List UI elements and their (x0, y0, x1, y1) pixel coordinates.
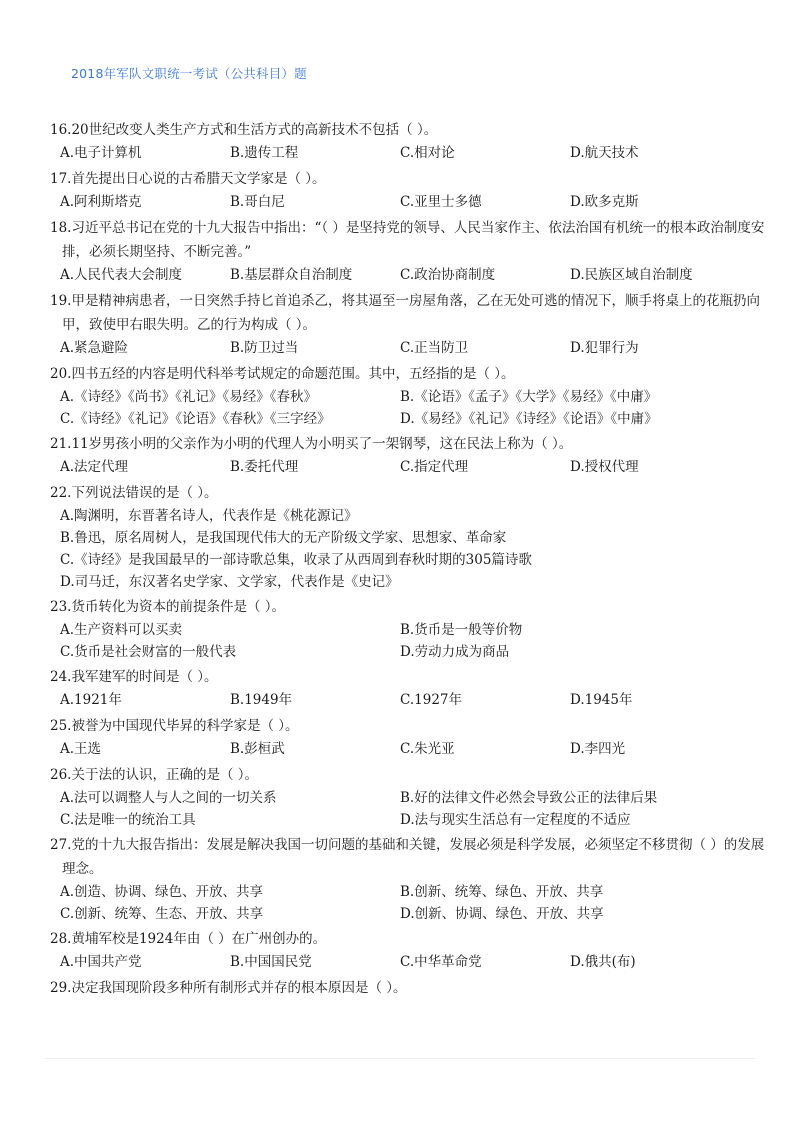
question-28 (50, 927, 770, 974)
option-d: D.民族区域自治制度 (570, 267, 693, 283)
question-stem: 26.关于法的认识，正确的是（ ）。 (50, 767, 259, 783)
option-b: B.好的法律文件必然会导致公正的法律后果 (400, 790, 658, 806)
question-stem: 25.被誉为中国现代毕昇的科学家是（ ）。 (50, 718, 299, 734)
question-stem: 19.甲是精神病患者，一日突然手持匕首追杀乙，将其逼至一房屋角落，乙在无处可逃的情况下，顺手将桌上的花瓶扔向甲，致使甲右眼失明。乙的行为构成（ ）。 (50, 293, 760, 333)
option-d: D.李四光 (570, 741, 626, 757)
option-a: A.王选 (60, 741, 102, 757)
question-stem: 16.20世纪改变人类生产方式和生活方式的高新技术不包括（ ）。 (50, 122, 438, 138)
option-c: C.法是唯一的统治工具 (60, 812, 196, 828)
option-d: D.授权代理 (570, 459, 639, 475)
question-26 (50, 763, 770, 831)
options (50, 191, 770, 214)
question-stem: 18.习近平总书记在党的十九大报告中指出：“（ ）是坚持党的领导、人民当家作主、依法治国有机统一的根本政治制度安排，必须长期坚持、不断完善。” (50, 220, 765, 260)
option-b: B.鲁迅，原名周树人，是我国现代伟大的无产阶级文学家、思想家、革命家 (60, 530, 507, 546)
question-20 (50, 362, 770, 430)
option-c: C.1927年 (400, 692, 462, 708)
option-b: B.基层群众自治制度 (230, 267, 353, 283)
options (50, 456, 770, 479)
option-a: A.《诗经》《尚书》《礼记》《易经》《春秋》 (60, 389, 318, 405)
option-a: A.法定代理 (60, 459, 129, 475)
option-b: B.创新、统筹、绿色、开放、共享 (400, 884, 604, 900)
options (50, 951, 770, 974)
option-a: A.紧急避险 (60, 340, 129, 356)
question-22 (50, 481, 770, 593)
option-b: B.《论语》《孟子》《大学》《易经》《中庸》 (400, 389, 658, 405)
option-a: A.电子计算机 (60, 145, 142, 161)
question-stem: 24.我军建军的时间是（ ）。 (50, 669, 218, 685)
option-d: D.法与现实生活总有一定程度的不适应 (400, 812, 631, 828)
option-c: C.朱光亚 (400, 741, 455, 757)
question-25 (50, 714, 770, 761)
question-stem: 22.下列说法错误的是（ ）。 (50, 485, 218, 501)
question-29 (50, 976, 770, 1000)
options (50, 337, 770, 360)
option-a: A.人民代表大会制度 (60, 267, 183, 283)
option-a: A.陶渊明，东晋著名诗人，代表作是《桃花源记》 (60, 508, 358, 524)
option-a: A.1921年 (60, 692, 122, 708)
option-a: A.阿利斯塔克 (60, 194, 142, 210)
question-stem: 28.黄埔军校是1924年由（ ）在广州创办的。 (50, 931, 327, 947)
option-b: B.货币是一般等价物 (400, 622, 523, 638)
option-a: A.创造、协调、绿色、开放、共享 (60, 884, 264, 900)
option-d: D.俄共(布) (570, 954, 636, 970)
question-19 (50, 289, 770, 360)
question-18 (50, 216, 770, 287)
option-c: C.《诗经》是我国最早的一部诗歌总集，收录了从西周到春秋时期的305篇诗歌 (60, 552, 532, 568)
question-stem: 27.党的十九大报告指出：发展是解决我国一切问题的基础和关键，发展必须是科学发展，必须坚定不移贯彻（ ）的发展理念。 (50, 837, 765, 877)
option-a: A.法可以调整人与人之间的一切关系 (60, 790, 277, 806)
option-c: C.指定代理 (400, 459, 469, 475)
question-stem: 20.四书五经的内容是明代科举考试规定的命题范围。其中，五经指的是（ ）。 (50, 366, 515, 382)
option-d: D.1945年 (570, 692, 633, 708)
option-d: D.司马迁，东汉著名史学家、文学家，代表作是《史记》 (60, 574, 399, 590)
option-c: C.政治协商制度 (400, 267, 496, 283)
question-16 (50, 118, 770, 165)
options (50, 738, 770, 761)
question-stem: 29.决定我国现阶段多种所有制形式并存的根本原因是（ ）。 (50, 980, 407, 996)
option-b: B.遗传工程 (230, 145, 299, 161)
option-d: D.创新、协调、绿色、开放、共享 (400, 906, 604, 922)
question-stem: 17.首先提出日心说的古希腊天文学家是（ ）。 (50, 171, 326, 187)
option-a: A.中国共产党 (60, 954, 142, 970)
question-stem: 23.货币转化为资本的前提条件是（ ）。 (50, 599, 286, 615)
option-b: B.中国国民党 (230, 954, 312, 970)
options (50, 505, 770, 593)
options (50, 142, 770, 165)
option-c: C.正当防卫 (400, 340, 469, 356)
options (50, 689, 770, 712)
options (50, 264, 770, 287)
option-c: C.货币是社会财富的一般代表 (60, 644, 237, 660)
option-c: C.亚里士多德 (400, 194, 482, 210)
option-d: D.劳动力成为商品 (400, 644, 510, 660)
option-d: D.《易经》《礼记》《诗经》《论语》《中庸》 (400, 411, 658, 427)
options (50, 619, 770, 663)
page-title: 2018年军队文职统一考试（公共科目）题 (71, 66, 307, 81)
options (50, 881, 770, 925)
option-c: C.《诗经》《礼记》《论语》《春秋》《三字经》 (60, 411, 331, 427)
option-d: D.航天技术 (570, 145, 639, 161)
option-b: B.委托代理 (230, 459, 299, 475)
option-c: C.创新、统筹、生态、开放、共享 (60, 906, 264, 922)
option-b: B.彭桓武 (230, 741, 285, 757)
footer-divider (44, 1058, 756, 1059)
option-d: D.欧多克斯 (570, 194, 639, 210)
question-21 (50, 432, 770, 479)
question-list (50, 118, 770, 1000)
option-b: B.1949年 (230, 692, 293, 708)
option-a: A.生产资料可以买卖 (60, 622, 183, 638)
option-c: C.中华革命党 (400, 954, 482, 970)
options (50, 787, 770, 831)
question-23 (50, 595, 770, 663)
question-stem: 21.11岁男孩小明的父亲作为小明的代理人为小明买了一架钢琴，这在民法上称为（ ）。 (50, 436, 573, 452)
option-d: D.犯罪行为 (570, 340, 639, 356)
option-b: B.防卫过当 (230, 340, 299, 356)
option-c: C.相对论 (400, 145, 455, 161)
options (50, 386, 770, 430)
question-17 (50, 167, 770, 214)
option-b: B.哥白尼 (230, 194, 285, 210)
question-27 (50, 833, 770, 925)
question-24 (50, 665, 770, 712)
